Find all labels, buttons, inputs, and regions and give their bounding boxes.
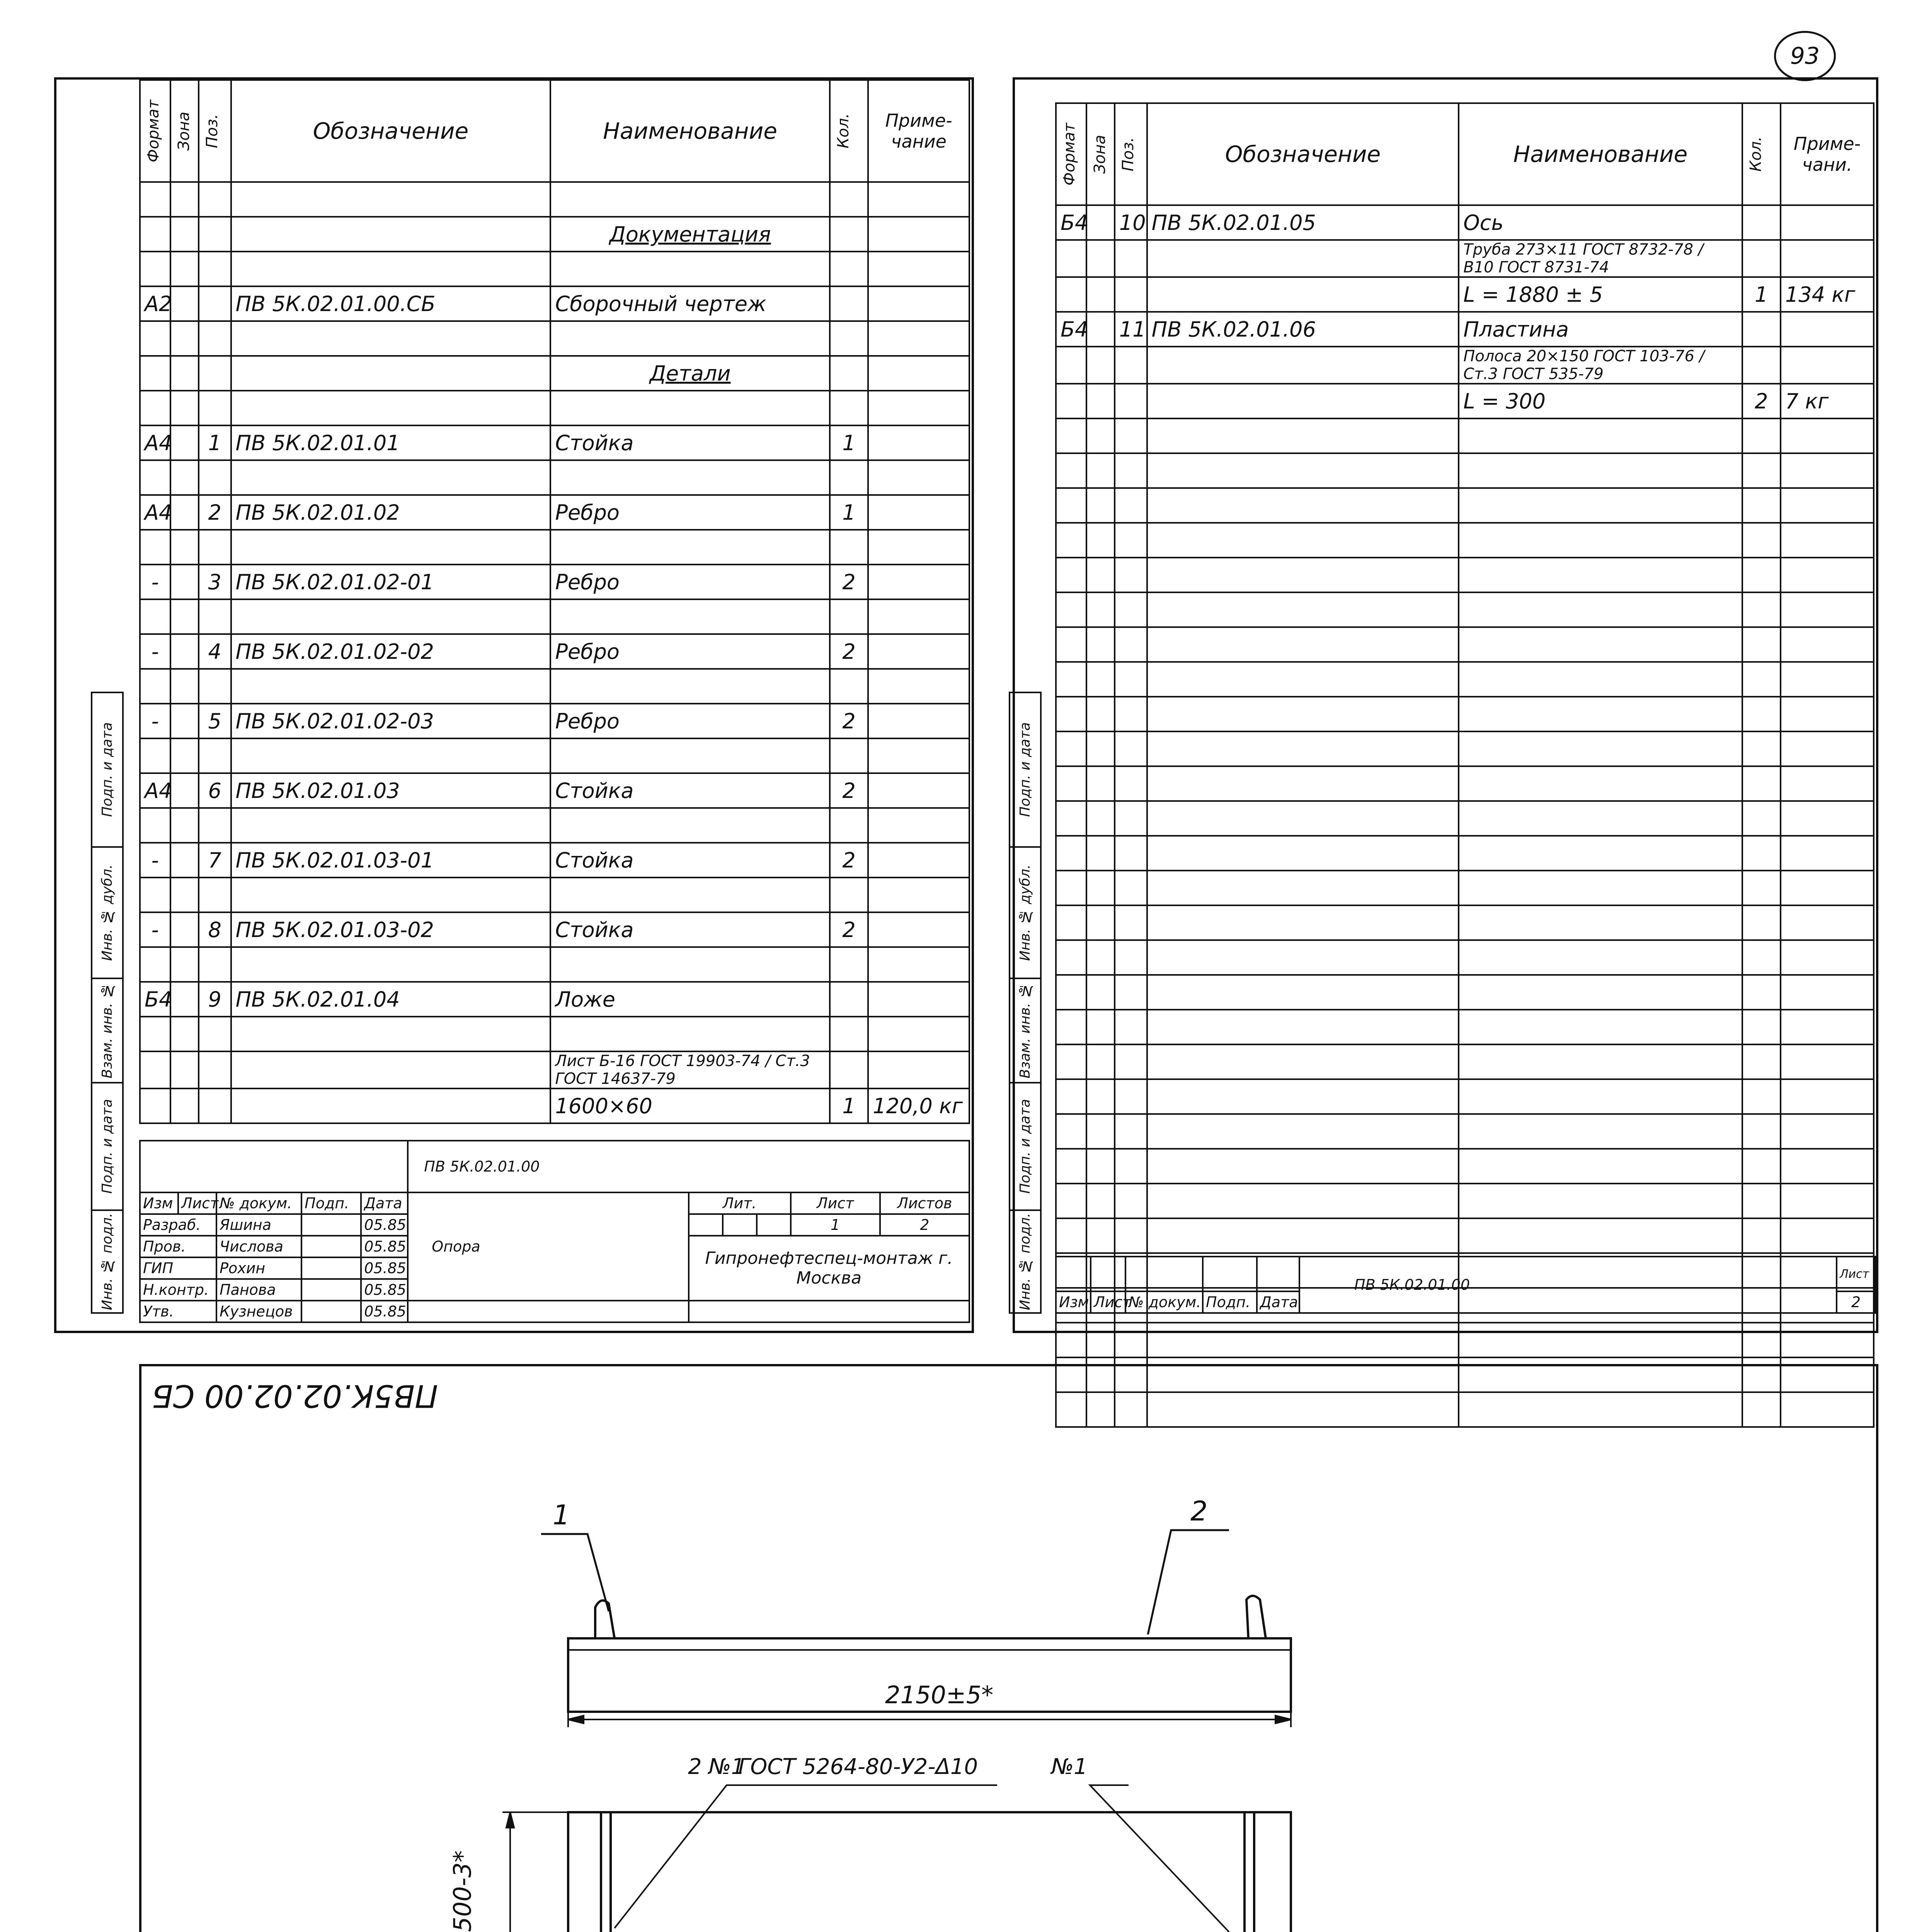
header-designation: Обозначение xyxy=(1147,103,1459,205)
spec-cell-note: 134 кг xyxy=(1781,277,1874,312)
spec-cell-pos: 10 xyxy=(1115,205,1147,240)
stamp-col-date: Дата xyxy=(361,1192,408,1214)
spec-cell-name: Ребро xyxy=(550,495,829,530)
header-pos: Поз. xyxy=(1119,137,1137,172)
spec-cell-pos: 7 xyxy=(199,843,231,878)
spec-cell-fmt: - xyxy=(140,704,170,738)
spec-cell-des: ПВ 5К.02.01.04 xyxy=(231,982,551,1017)
spec-cell-qty: 2 xyxy=(830,843,868,878)
spec-cell-qty: 2 xyxy=(830,634,868,669)
stamp-col-izm: Изм xyxy=(140,1192,178,1214)
weld-right-label: №1 xyxy=(1051,1754,1088,1779)
spec-cell-pos: 4 xyxy=(199,634,231,669)
spec-cell-qty: 2 xyxy=(830,912,868,947)
stamp-person: Панова xyxy=(216,1279,301,1301)
stamp-role: Разраб. xyxy=(140,1214,216,1236)
spec-cell-note: 7 кг xyxy=(1781,384,1874,418)
spec-cell-qty: 2 xyxy=(830,704,868,738)
stamp-role: Утв. xyxy=(140,1301,216,1322)
plan-view xyxy=(568,1812,1291,1932)
stamp-left-code: ПВ 5К.02.01.00 xyxy=(408,1141,969,1192)
stamp-role: ГИП xyxy=(140,1257,216,1279)
spec-cell-pos: 1 xyxy=(199,425,231,460)
weld-left-label: 2 №1 xyxy=(688,1754,745,1779)
spec-cell-des: ПВ 5К.02.01.02 xyxy=(231,495,551,530)
header-zone: Зона xyxy=(175,111,193,151)
stamp-date: 05.85 xyxy=(361,1236,408,1257)
stamp-date: 05.85 xyxy=(361,1279,408,1301)
spec-cell-note: 120,0 кг xyxy=(868,1088,969,1123)
spec-cell-name: L = 300 xyxy=(1459,384,1742,418)
stamp-col-list: Лист xyxy=(1091,1291,1125,1313)
header-format: Формат xyxy=(1061,122,1078,186)
spec-cell-des: ПВ 5К.02.01.05 xyxy=(1147,205,1459,240)
stamp-person: Числова xyxy=(216,1236,301,1257)
spec-cell-fmt: А4 xyxy=(140,425,170,460)
spec-cell-fmt: Б4 xyxy=(140,982,170,1017)
dimension-length xyxy=(568,1712,1291,1727)
stamp-date: 05.85 xyxy=(361,1214,408,1236)
stamp-date: 05.85 xyxy=(361,1257,408,1279)
stamp-person: Кузнецов xyxy=(216,1301,301,1322)
spec-cell-des: ПВ 5К.02.01.06 xyxy=(1147,312,1459,347)
spec-cell-fmt: - xyxy=(140,912,170,947)
spec-cell-name: Стойка xyxy=(550,773,829,808)
stamp-col-doc: № докум. xyxy=(216,1192,301,1214)
header-qty: Кол. xyxy=(834,113,852,149)
spec-cell-name: Труба 273×11 ГОСТ 8732-78 / В10 ГОСТ 8731-74 xyxy=(1459,240,1742,277)
stamp-col-sign: Подп. xyxy=(1203,1291,1257,1313)
stamp-col-list: Лист xyxy=(178,1192,216,1214)
spec-cell-fmt: А2 xyxy=(140,286,170,321)
spec-cell-pos: 11 xyxy=(1115,312,1147,347)
spec-cell-des: ПВ 5К.02.01.03-01 xyxy=(231,843,551,878)
spec-cell-fmt: А4 xyxy=(140,773,170,808)
stamp-sheet: 1 xyxy=(791,1214,880,1236)
dimension-width xyxy=(502,1812,568,1932)
stamp-sheet: 2 xyxy=(1837,1291,1875,1313)
header-note: Приме-чание xyxy=(868,80,969,182)
callout-1: 1 xyxy=(553,1499,570,1531)
spec-cell-name: Ложе xyxy=(550,982,829,1017)
spec-cell-name: Сборочный чертеж xyxy=(550,286,829,321)
dimension-width-label: 500-3* xyxy=(448,1850,477,1932)
header-name: Наименование xyxy=(1459,103,1742,205)
spec-cell-name: Ребро xyxy=(550,704,829,738)
spec-cell-qty: 2 xyxy=(1742,384,1781,418)
stamp-org: Гипронефтеспец-монтаж г. Москва xyxy=(689,1236,969,1301)
stamp-sheet-label: Лист xyxy=(791,1192,880,1214)
spec-cell-des: ПВ 5К.02.01.03-02 xyxy=(231,912,551,947)
upside-down-code: ПВ5К.02.02.00 СБ xyxy=(139,1364,448,1426)
spec-cell-pos: 6 xyxy=(199,773,231,808)
spec-cell-fmt: - xyxy=(140,565,170,599)
weld-leaders xyxy=(615,1785,1229,1932)
stamp-person: Яшина xyxy=(216,1214,301,1236)
spec-cell-name: Документация xyxy=(550,217,829,252)
stamp-left-title: Опора xyxy=(408,1192,688,1301)
spec-cell-name: Детали xyxy=(550,356,829,391)
stamp-sheet-label: Лист xyxy=(1837,1257,1875,1291)
spec-cell-des: ПВ 5К.02.01.02-01 xyxy=(231,565,551,599)
weld-spec-label: ГОСТ 5264-80-У2-Δ10 xyxy=(738,1754,978,1779)
spec-cell-name: Полоса 20×150 ГОСТ 103-76 / Ст.3 ГОСТ 535-79 xyxy=(1459,347,1742,384)
stamp-col-izm: Изм xyxy=(1056,1291,1091,1313)
spec-cell-fmt: - xyxy=(140,634,170,669)
spec-cell-name: Лист Б-16 ГОСТ 19903-74 / Ст.3 ГОСТ 14637-79 xyxy=(550,1051,829,1088)
spec-cell-fmt: - xyxy=(140,843,170,878)
spec-cell-name: Стойка xyxy=(550,843,829,878)
stamp-col-sign: Подп. xyxy=(301,1192,361,1214)
callout-2: 2 xyxy=(1190,1495,1208,1527)
header-zone: Зона xyxy=(1091,134,1109,174)
spec-cell-name: L = 1880 ± 5 xyxy=(1459,277,1742,312)
spec-cell-name: 1600×60 xyxy=(550,1088,829,1123)
header-format: Формат xyxy=(145,99,162,163)
spec-cell-name: Ребро xyxy=(550,565,829,599)
side-labels-left: Подп. и дата Инв. № дубл. Взам. инв. № Подп. и дата Инв. № подл. xyxy=(91,692,124,1314)
header-note: Приме-чани. xyxy=(1781,103,1874,205)
dimension-length-label: 2150±5* xyxy=(885,1681,994,1709)
spec-cell-des: ПВ 5К.02.01.03 xyxy=(231,773,551,808)
stamp-role: Пров. xyxy=(140,1236,216,1257)
spec-cell-des: ПВ 5К.02.01.00.СБ xyxy=(231,286,551,321)
side-labels-right: Подп. и дата Инв. № дубл. Взам. инв. № Подп. и дата Инв. № подл. xyxy=(1009,692,1042,1314)
spec-cell-qty: 1 xyxy=(1742,277,1781,312)
stamp-person: Рохин xyxy=(216,1257,301,1279)
spec-cell-qty: 2 xyxy=(830,773,868,808)
spec-cell-pos: 9 xyxy=(199,982,231,1017)
spec-cell-qty: 2 xyxy=(830,565,868,599)
spec-cell-qty: 1 xyxy=(830,425,868,460)
stamp-sheets: 2 xyxy=(880,1214,969,1236)
spec-cell-qty: 1 xyxy=(830,495,868,530)
spec-cell-name: Ось xyxy=(1459,205,1742,240)
stamp-col-doc: № докум. xyxy=(1125,1291,1203,1313)
header-designation: Обозначение xyxy=(231,80,551,182)
spec-cell-pos: 3 xyxy=(199,565,231,599)
stamp-lit-label: Лит. xyxy=(689,1192,791,1214)
header-qty: Кол. xyxy=(1747,136,1765,172)
stamp-right-code: ПВ 5К.02.01.00 xyxy=(1299,1257,1837,1313)
stamp-date: 05.85 xyxy=(361,1301,408,1322)
spec-cell-qty: 1 xyxy=(830,1088,868,1123)
spec-cell-des: ПВ 5К.02.01.02-03 xyxy=(231,704,551,738)
spec-cell-pos: 5 xyxy=(199,704,231,738)
callout-leaders xyxy=(541,1530,1229,1634)
spec-cell-pos: 2 xyxy=(199,495,231,530)
spec-cell-des: ПВ 5К.02.01.02-02 xyxy=(231,634,551,669)
spec-cell-name: Стойка xyxy=(550,425,829,460)
spec-cell-name: Стойка xyxy=(550,912,829,947)
spec-cell-fmt: А4 xyxy=(140,495,170,530)
spec-cell-name: Пластина xyxy=(1459,312,1742,347)
header-pos: Поз. xyxy=(203,114,221,148)
spec-cell-des: ПВ 5К.02.01.01 xyxy=(231,425,551,460)
stamp-col-date: Дата xyxy=(1257,1291,1299,1313)
spec-cell-pos: 8 xyxy=(199,912,231,947)
stamp-role: Н.контр. xyxy=(140,1279,216,1301)
page-number: 93 xyxy=(1774,31,1836,81)
header-name: Наименование xyxy=(550,80,829,182)
spec-cell-fmt: Б4 xyxy=(1056,205,1086,240)
spec-cell-fmt: Б4 xyxy=(1056,312,1086,347)
stamp-sheets-label: Листов xyxy=(880,1192,969,1214)
spec-cell-name: Ребро xyxy=(550,634,829,669)
